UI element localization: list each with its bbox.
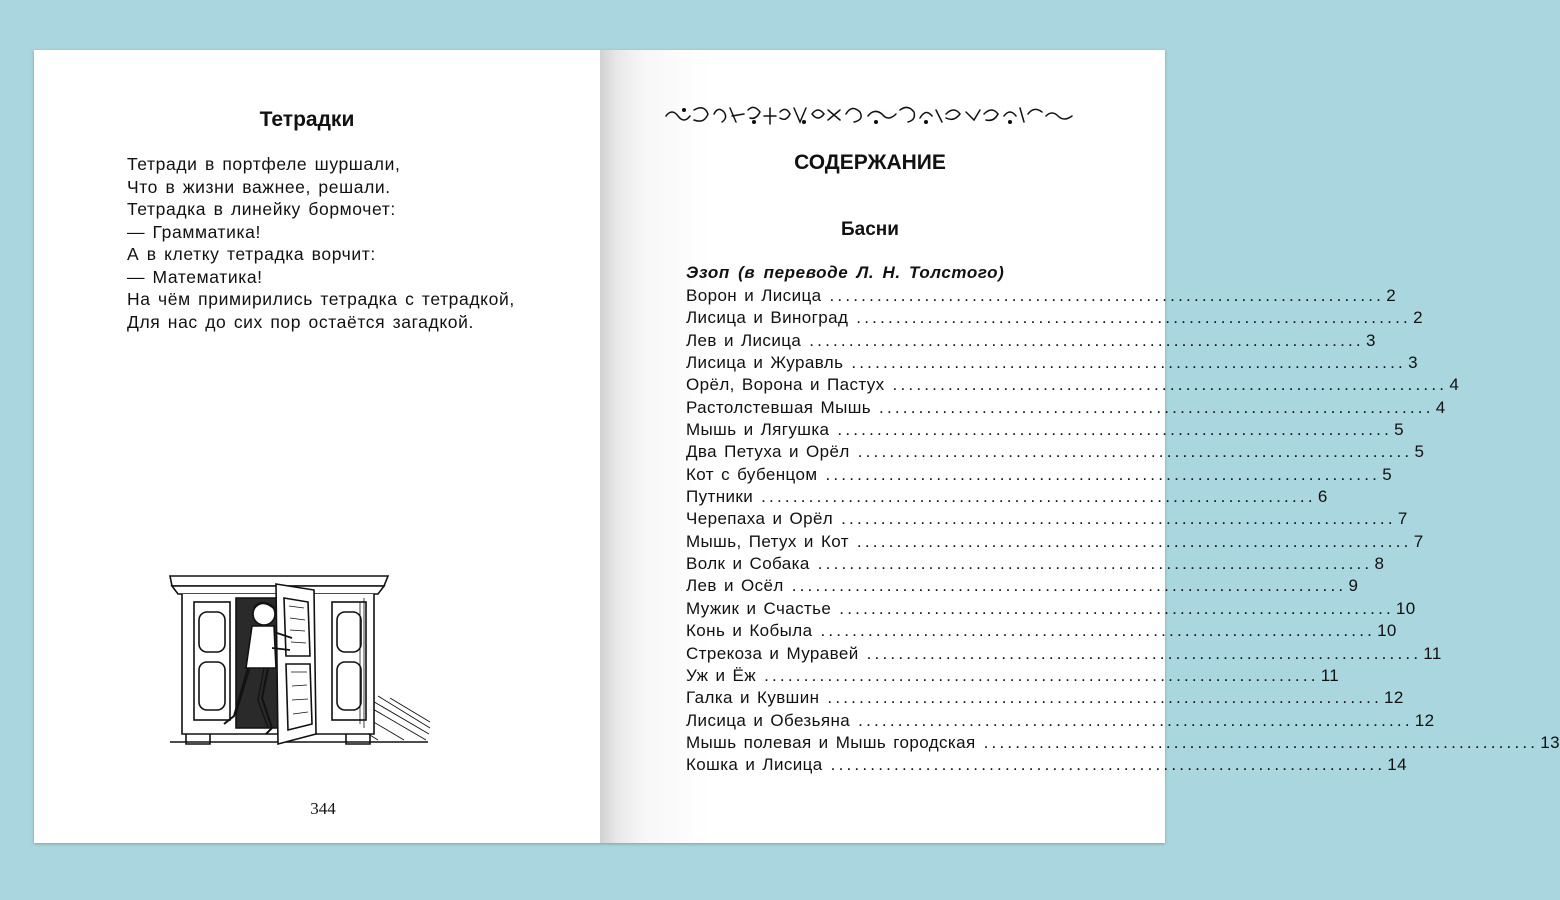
toc-entry-title: Уж и Ёж bbox=[686, 665, 757, 685]
section-heading: Басни bbox=[841, 219, 899, 240]
toc-entry-title: Ворон и Лисица bbox=[686, 286, 822, 305]
toc-entry bbox=[686, 710, 1435, 733]
toc-entry-title: Конь и Кобыла bbox=[686, 621, 813, 641]
toc-leader-dots: ...................................................................... bbox=[839, 598, 1394, 618]
toc-leader-dots: ...................................................................... bbox=[857, 442, 1413, 462]
toc-entry bbox=[686, 509, 1408, 531]
toc-entry bbox=[686, 576, 1359, 598]
toc-entry-title: Два Петуха и Орёл bbox=[686, 442, 850, 462]
toc-entry-page: 5 bbox=[1394, 420, 1405, 440]
toc-leader-dots: ...................................................................... bbox=[820, 621, 1376, 641]
toc-entry-page: 10 bbox=[1377, 621, 1397, 641]
toc-entry bbox=[686, 688, 1404, 710]
poem-line: Тетрадка в линейку бормочет: bbox=[127, 199, 396, 219]
page-number: 344 bbox=[310, 799, 336, 818]
toc-leader-dots: ...................................................................... bbox=[791, 576, 1347, 596]
toc-entry-page: 9 bbox=[1348, 576, 1359, 596]
toc-entry-page: 7 bbox=[1413, 531, 1424, 551]
toc-entry-page: 8 bbox=[1374, 554, 1385, 574]
poem-line: — Грамматика! bbox=[127, 221, 261, 242]
toc-entry-page: 2 bbox=[1413, 308, 1423, 328]
toc-leader-dots: ...................................................................... bbox=[827, 688, 1383, 708]
toc-entry-title: Мышь, Петух и Кот bbox=[686, 531, 849, 551]
decorative-ornament-icon bbox=[664, 102, 1076, 133]
book-spread bbox=[34, 50, 1560, 843]
toc-leader-dots: ...................................................................... bbox=[858, 710, 1413, 730]
toc-entry-title: Стрекоза и Муравей bbox=[686, 643, 859, 663]
toc-entry bbox=[686, 353, 1418, 375]
left-page bbox=[34, 50, 600, 843]
toc-entry-title: Кошка и Лисица bbox=[686, 755, 823, 775]
toc-leader-dots: ...................................................................... bbox=[856, 308, 1411, 328]
poem-text bbox=[127, 153, 515, 333]
toc-entry bbox=[686, 487, 1328, 509]
poem-line: На чём примирились тетрадка с тетрадкой, bbox=[127, 289, 515, 309]
toc-entry bbox=[686, 375, 1460, 397]
toc-entry-title: Лисица и Журавль bbox=[686, 353, 844, 373]
toc-entry-page: 12 bbox=[1384, 688, 1404, 708]
poem-line: А в клетку тетрадка ворчит: bbox=[127, 244, 376, 264]
toc-entry-title: Волк и Собака bbox=[686, 554, 810, 574]
toc-entry-page: 11 bbox=[1320, 665, 1340, 685]
toc-entry-page: 14 bbox=[1387, 755, 1407, 775]
toc-leader-dots: ...................................................................... bbox=[817, 554, 1373, 574]
toc-entry bbox=[686, 554, 1385, 576]
toc-leader-dots: ...................................................................... bbox=[851, 353, 1406, 373]
toc-entry-page: 12 bbox=[1414, 710, 1435, 730]
poem-line: — Математика! bbox=[127, 266, 263, 287]
toc-entry-page: 10 bbox=[1395, 598, 1416, 618]
toc-entry-title: Растолстевшая Мышь bbox=[686, 397, 872, 417]
toc-entry-page: 13 bbox=[1540, 732, 1560, 752]
toc-leader-dots: ...................................................................... bbox=[825, 464, 1381, 484]
toc-leader-dots: ...................................................................... bbox=[879, 397, 1434, 417]
toc-entry-title: Мышь и Лягушка bbox=[686, 420, 830, 440]
toc-entry bbox=[686, 531, 1424, 554]
toc-entry-title: Лев и Лисица bbox=[686, 330, 802, 350]
toc-entry-page: 6 bbox=[1317, 487, 1328, 507]
right-page bbox=[600, 50, 1560, 843]
toc-entry-title: Кот с бубенцом bbox=[686, 464, 818, 484]
toc-leader-dots: ...................................................................... bbox=[892, 375, 1448, 395]
poem-line: Что в жизни важнее, решали. bbox=[127, 176, 391, 197]
toc-entry-title: Путники bbox=[686, 487, 754, 507]
toc-entry-page: 3 bbox=[1366, 330, 1376, 350]
toc-leader-dots: ...................................................................... bbox=[856, 531, 1412, 551]
toc-entry-page: 3 bbox=[1408, 353, 1418, 373]
toc-entry-title: Лисица и Обезьяна bbox=[686, 710, 851, 730]
toc-leader-dots: ...................................................................... bbox=[866, 643, 1422, 663]
toc-entry-page: 4 bbox=[1435, 397, 1446, 417]
toc-entry bbox=[686, 397, 1446, 420]
toc-entry-title: Мышь полевая и Мышь городская bbox=[686, 732, 976, 752]
toc-entry-title: Черепаха и Орёл bbox=[686, 509, 834, 529]
toc-leader-dots: ...................................................................... bbox=[809, 330, 1364, 350]
poem-line: Тетради в портфеле шуршали, bbox=[127, 154, 401, 174]
toc-entry bbox=[686, 598, 1416, 621]
toc-entry-page: 4 bbox=[1449, 375, 1460, 395]
toc-entry bbox=[686, 286, 1397, 308]
table-of-contents bbox=[686, 286, 1560, 778]
poem-title: Тетрадки bbox=[259, 108, 355, 131]
toc-entry bbox=[686, 621, 1397, 643]
toc-entry bbox=[686, 330, 1376, 353]
toc-entry bbox=[686, 643, 1442, 666]
toc-entry-page: 7 bbox=[1397, 509, 1408, 529]
toc-entry bbox=[686, 442, 1425, 464]
toc-entry bbox=[686, 732, 1560, 755]
toc-entry-page: 2 bbox=[1386, 286, 1397, 305]
poem-line: Для нас до сих пор остаётся загадкой. bbox=[127, 311, 474, 332]
toc-entry-title: Лисица и Виноград bbox=[686, 308, 849, 328]
toc-entry bbox=[686, 464, 1393, 487]
toc-entry-title: Лев и Осёл bbox=[686, 576, 784, 596]
toc-leader-dots: ...................................................................... bbox=[764, 665, 1319, 685]
toc-leader-dots: ...................................................................... bbox=[830, 755, 1386, 775]
toc-leader-dots: ...................................................................... bbox=[841, 509, 1396, 529]
author-heading: Эзоп (в переводе Л. Н. Толстого) bbox=[686, 263, 1005, 282]
toc-entry-title: Орёл, Ворона и Пастух bbox=[686, 375, 885, 395]
toc-entry bbox=[686, 420, 1405, 442]
toc-leader-dots: ...................................................................... bbox=[761, 487, 1316, 507]
toc-entry-page: 5 bbox=[1414, 442, 1425, 462]
toc-entry bbox=[686, 665, 1340, 688]
boy-at-cabinet-illustration bbox=[164, 528, 434, 773]
toc-leader-dots: ...................................................................... bbox=[837, 420, 1393, 440]
toc-entry bbox=[686, 755, 1407, 777]
toc-entry bbox=[686, 308, 1423, 330]
toc-entry-page: 5 bbox=[1382, 464, 1393, 484]
contents-heading: СОДЕРЖАНИЕ bbox=[794, 151, 946, 174]
toc-leader-dots: ...................................................................... bbox=[983, 732, 1539, 752]
toc-entry-title: Мужик и Счастье bbox=[686, 598, 832, 618]
toc-leader-dots: ...................................................................... bbox=[829, 286, 1385, 305]
toc-entry-page: 11 bbox=[1423, 643, 1442, 663]
toc-entry-title: Галка и Кувшин bbox=[686, 688, 820, 708]
